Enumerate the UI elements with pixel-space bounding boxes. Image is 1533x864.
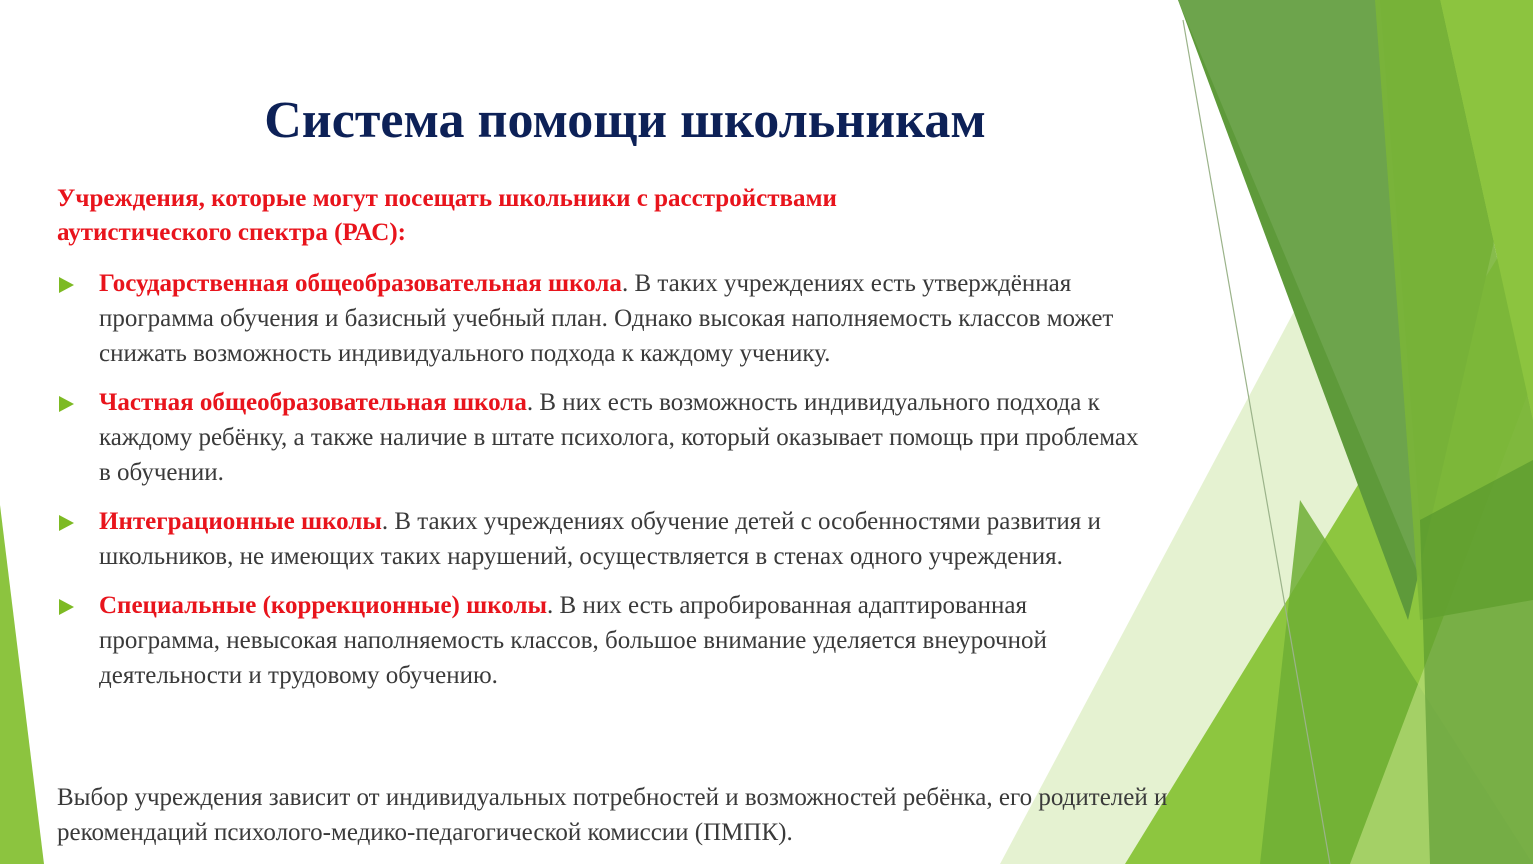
subtitle: Учреждения, которые могут посещать школьники с расстройствами аутистического спектра (РАС): [57, 185, 837, 246]
lower-dark-wedge [1420, 460, 1533, 864]
list-item [57, 504, 1147, 574]
institution-list [57, 266, 1147, 707]
triangle-right-icon [59, 396, 74, 412]
list-item [57, 385, 1147, 490]
item-text: . В таких учреждениях обучение детей с особенностями развития и школьников, не имеющих таких нарушений, осуществляется в стенах одного учреждения. [99, 508, 1101, 570]
item-text: . В таких учреждениях есть утверждённая программа обучения и базисный учебный план. Однако высокая наполняемость классов может снижать возможность индивидуального подхода к каждому ученику. [99, 270, 1114, 367]
footer-note: Выбор учреждения зависит от индивидуальных потребностей и возможностей ребёнка, его родителей и рекомендаций психолого-медико-педагогической комиссии (ПМПК). [57, 784, 1168, 846]
item-lead: Частная общеобразовательная школа [99, 389, 527, 416]
item-lead: Специальные (коррекционные) школы [99, 592, 548, 619]
triangle-right-icon [59, 277, 74, 293]
list-item [57, 266, 1147, 371]
left-triangle [0, 505, 44, 864]
triangle-right-icon [59, 599, 74, 615]
item-text: . В них есть апробированная адаптированная программа, невысокая наполняемость классов, большое внимание уделяется внеурочной деятельности и трудовому обучению. [99, 592, 1047, 689]
item-lead: Интеграционные школы [99, 508, 382, 535]
list-item [57, 588, 1147, 693]
triangle-right-icon [59, 515, 74, 531]
item-lead: Государственная общеобразовательная школа [99, 270, 622, 297]
item-text: . В них есть возможность индивидуального подхода к каждому ребёнку, а также наличие в штате психолога, который оказывает помощь при проблемах в обучении. [99, 389, 1139, 486]
page-title: Система помощи школьникам [264, 92, 986, 149]
